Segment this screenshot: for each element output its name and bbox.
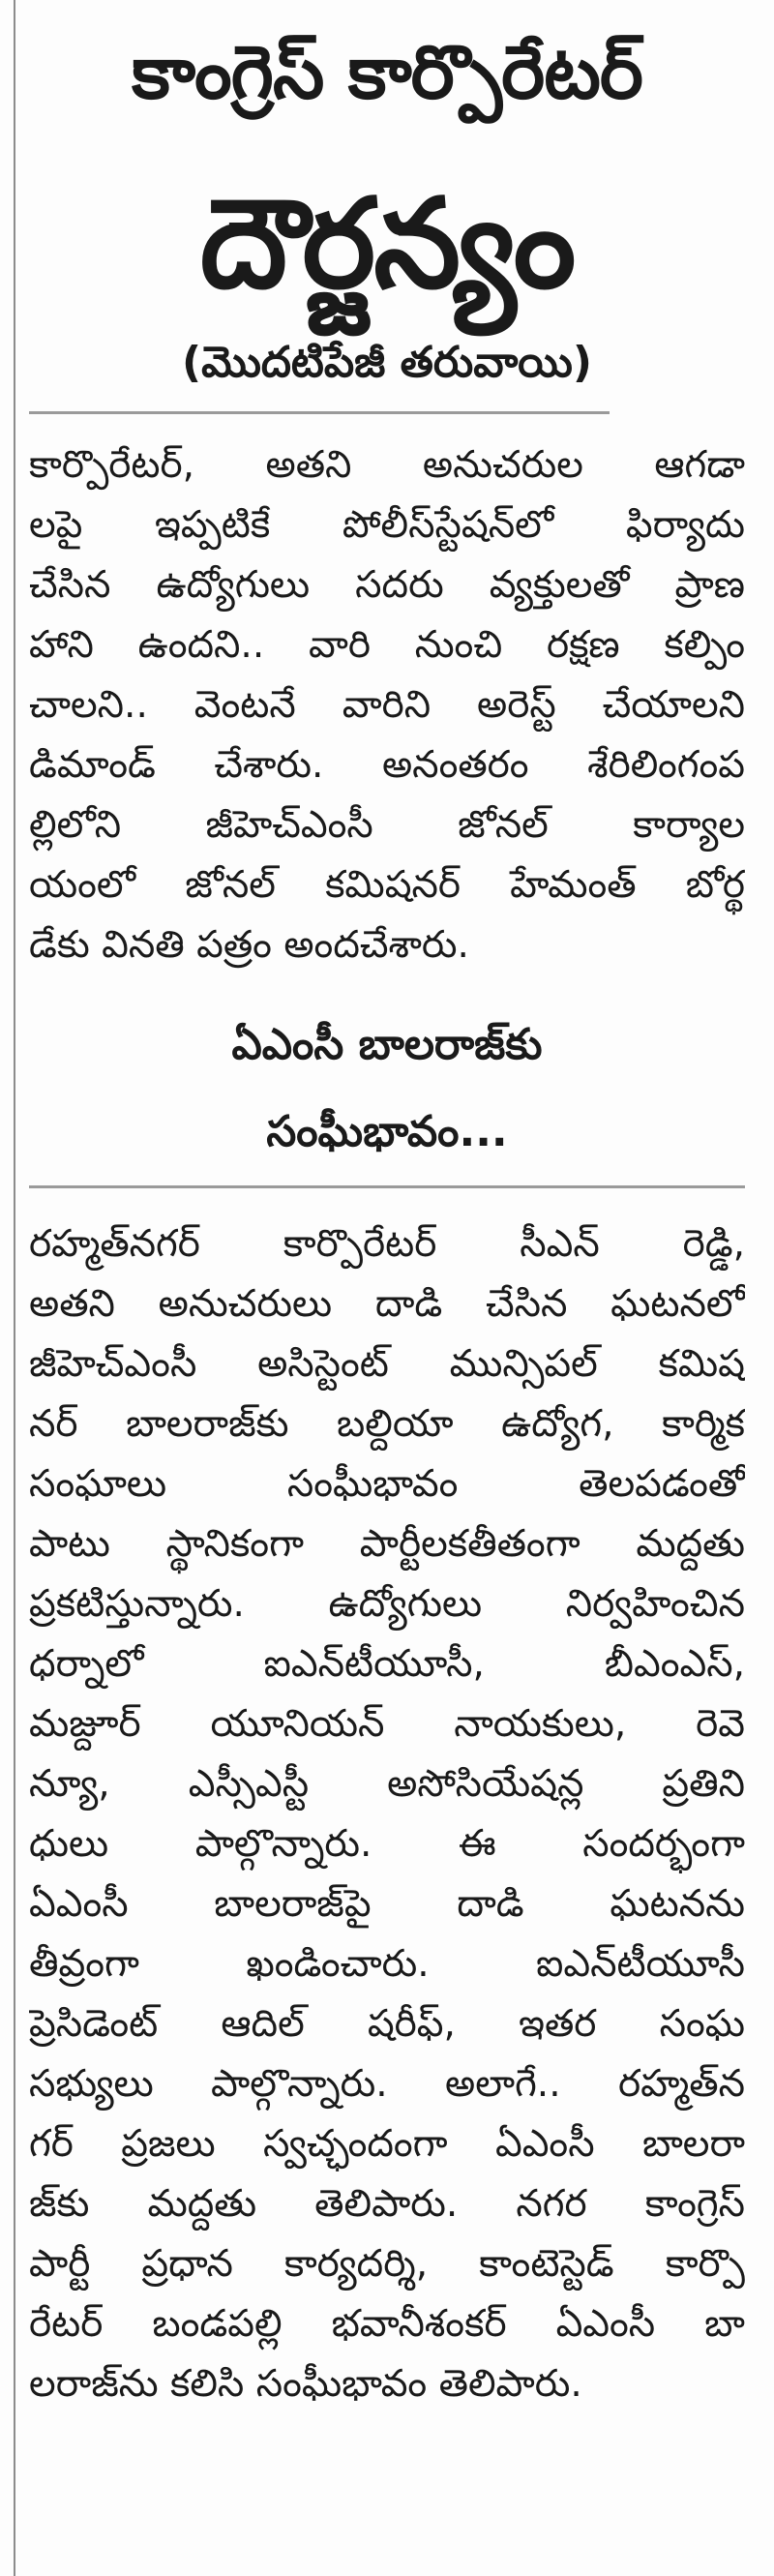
paragraph-line: హాని ఉందని.. వారి నుంచి రక్షణ కల్పిం — [29, 623, 745, 667]
paragraph-line: జీహెచ్‌ఎంసీ అసిస్టెంట్ మున్సిపల్ కమిష — [29, 1342, 745, 1386]
paragraph-line: రేటర్ బండపల్లి భవానీశంకర్ ఏఎంసీ బా — [29, 2302, 745, 2346]
paragraph-line: తీవ్రంగా ఖండించారు. ఐఎన్‌టీయూసీ — [29, 1942, 745, 1986]
paragraph-line: ప్రెసిడెంట్ ఆదిల్ షరీఫ్, ఇతర సంఘ — [29, 2002, 745, 2046]
paragraph-line: గర్ ప్రజలు స్వచ్ఛందంగా ఏఎంసీ బాలరా — [29, 2122, 745, 2166]
paragraph-line: సభ్యులు పాల్గొన్నారు. అలాగే.. రహ్మత్‌న — [29, 2062, 745, 2106]
paragraph-line: ప్రకటిస్తున్నారు. ఉద్యోగులు నిర్వహించిన — [29, 1582, 745, 1626]
paragraph-line: అతని అనుచరులు దాడి చేసిన ఘటనలో — [29, 1282, 745, 1326]
paragraph-line: న్యూ, ఎస్సీఎస్టీ అసోసియేషన్ల ప్రతిని — [29, 1762, 745, 1806]
continuation-note: (మొదటిపేజీ తరువాయి) — [181, 338, 593, 387]
paragraph-line: సంఘాలు సంఘీభావం తెలపడంతో — [29, 1462, 745, 1506]
paragraph-line: ధులు పాల్గొన్నారు. ఈ సందర్భంగా — [29, 1822, 745, 1866]
subheading-divider — [29, 1185, 745, 1188]
paragraph-line: లపై ఇప్పటికే పోలీస్‌స్టేషన్‌లో ఫిర్యాదు — [29, 503, 745, 547]
paragraph-line: పాటు స్థానికంగా పార్టీలకతీతంగా మద్దతు — [29, 1522, 745, 1566]
paragraph-line: పార్టీ ప్రధాన కార్యదర్శి, కాంటెస్టెడ్ కార్పొ — [29, 2242, 745, 2286]
paragraph-line: రహ్మత్‌నగర్ కార్పొరేటర్ సీఎన్ రెడ్డి, — [29, 1222, 745, 1266]
paragraph-line: చేసిన ఉద్యోగులు సదరు వ్యక్తులతో ప్రాణ — [29, 563, 745, 607]
column-divider — [14, 0, 15, 2576]
paragraph-2 — [29, 1214, 745, 2414]
paragraph-line: జ్‌కు మద్దతు తెలిపారు. నగర కాంగ్రెస్ — [29, 2182, 745, 2226]
subheading-line-1: ఏఎంసీ బాలరాజ్‌కు — [231, 1020, 543, 1069]
paragraph-line: కార్పొరేటర్, అతని అనుచరుల ఆగడా — [29, 443, 745, 487]
paragraph-line: ల్లిలోని జీహెచ్‌ఎంసీ జోనల్ కార్యాల — [29, 803, 745, 847]
headline-kicker: కాంగ్రెస్ కార్పొరేటర్ — [132, 29, 642, 115]
paragraph-line: యంలో జోనల్ కమిషనర్ హేమంత్ బోర్థ — [29, 863, 745, 907]
headline-divider — [29, 411, 610, 414]
subheading-line-2: సంఘీభావం... — [266, 1107, 508, 1156]
paragraph-line: ధర్నాలో ఐఎన్‌టీయూసీ, బీఎంఎస్, — [29, 1642, 745, 1686]
paragraph-line: ఏఎంసీ బాలరాజ్‌పై దాడి ఘటనను — [29, 1882, 745, 1926]
paragraph-line: డిమాండ్ చేశారు. అనంతరం శేరిలింగంప — [29, 743, 745, 787]
paragraph-line: లరాజ్‌ను కలిసి సంఘీభావం తెలిపారు. — [29, 2362, 582, 2406]
paragraph-line: చాలని.. వెంటనే వారిని అరెస్ట్ చేయాలని — [29, 683, 745, 727]
paragraph-1 — [29, 435, 745, 975]
paragraph-line: నర్ బాలరాజ్‌కు బల్దియా ఉద్యోగ, కార్మిక — [29, 1402, 745, 1446]
paragraph-line: మజ్దూర్ యూనియన్ నాయకులు, రెవె — [29, 1702, 745, 1746]
headline-main: దౌర్జన్యం — [199, 172, 575, 316]
paragraph-line: డేకు వినతి పత్రం అందచేశారు. — [29, 923, 469, 967]
